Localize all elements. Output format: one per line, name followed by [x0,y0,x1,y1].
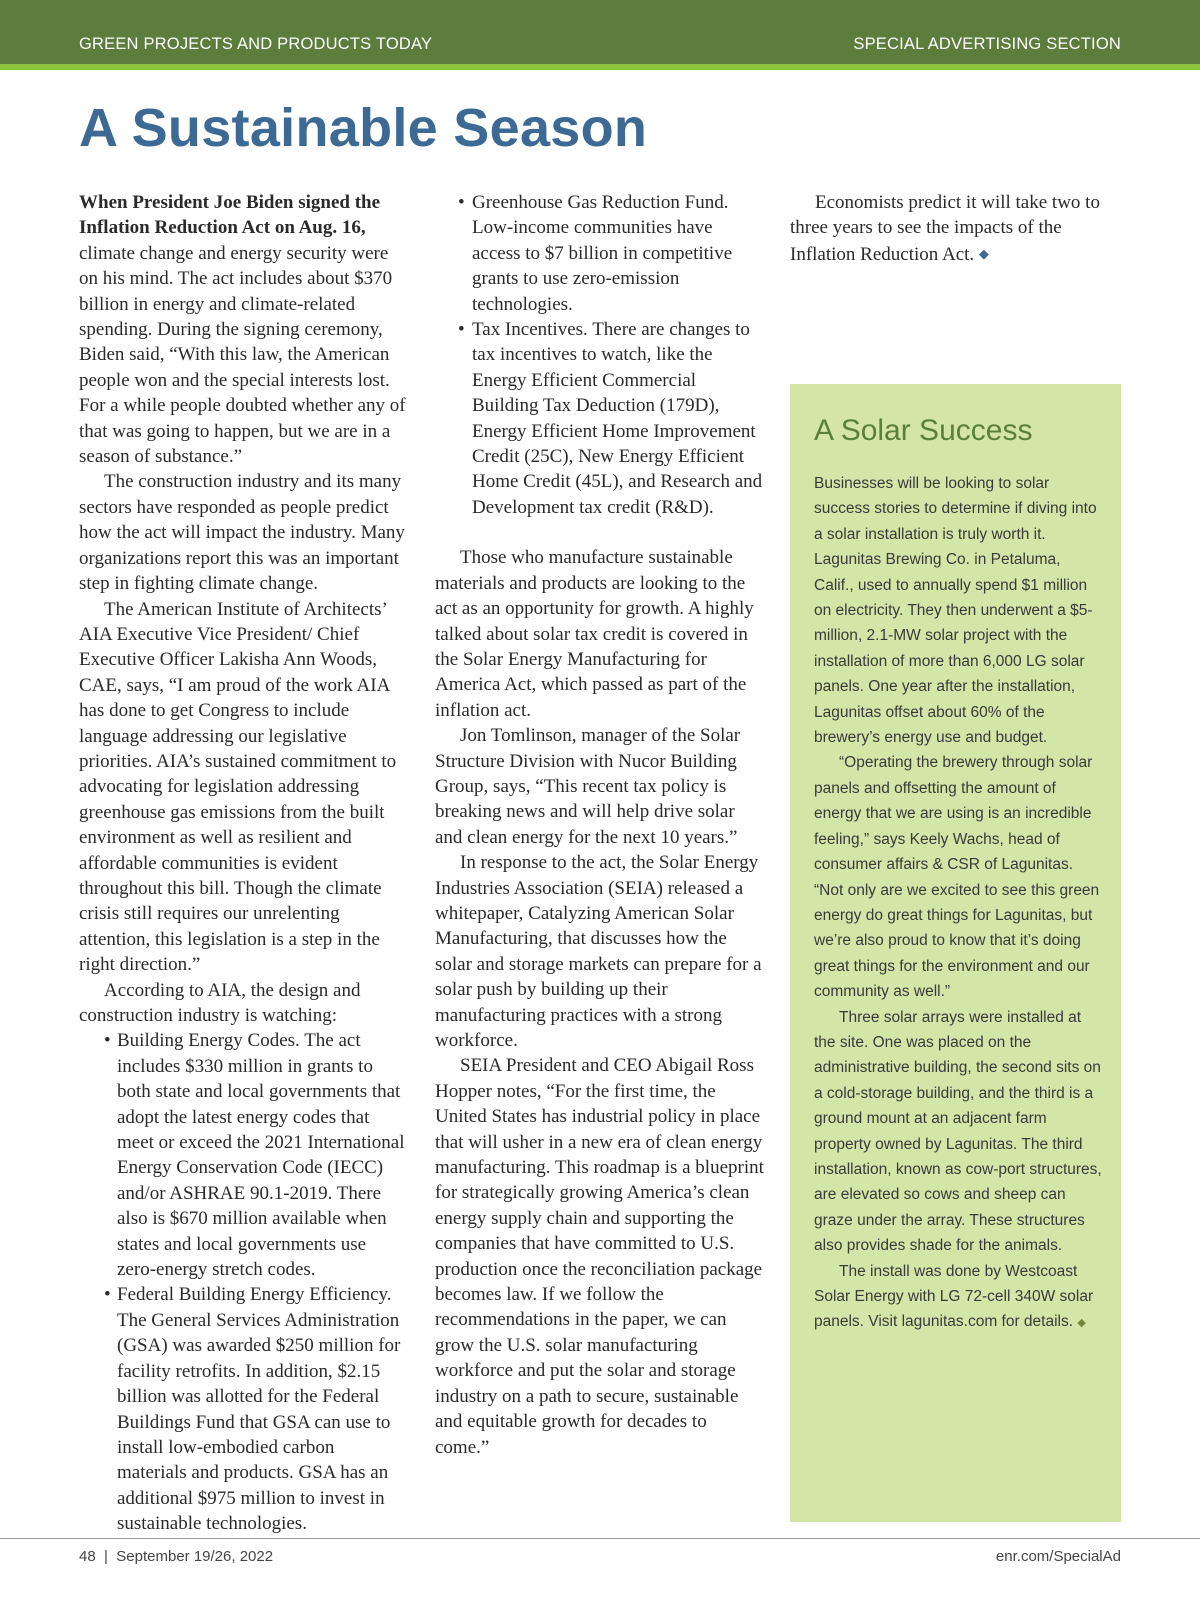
article-column-1 [79,190,407,1537]
end-diamond-icon: ◆ [1077,1317,1086,1330]
lead-in: When President Joe Biden signed the Inflation Reduction Act on Aug. 16, [79,192,381,239]
issue-date: September 19/26, 2022 [116,1548,274,1565]
lead-paragraph: When President Joe Biden signed the Inflation Reduction Act on Aug. 16, climate change and energy security were on his mind. The act includes about $370 billion in energy and climate-related spending. During the signing ceremony, Biden said, “With this law, the American people won and the special interests lost. For a while people doubted whether any of that was going to happen, but we are in a season of substance.” [79,192,406,468]
bullet-icon: • [458,192,465,213]
sidebar-paragraph: Three solar arrays were installed at the site. One was placed on the administrative building, the second sits on a cold-storage building, and the third is a ground mount at an adjacent farm property owned by Lagunitas. The third installation, known as cow-port structures, are elevated so cows and sheep can graze under the array. These structures also provides shade for the animals. [814,1008,1102,1255]
page-number: 48 [79,1548,96,1565]
header-bar [0,0,1200,64]
paragraph: According to AIA, the design and construction industry is watching: [79,979,361,1026]
footer-url: enr.com/SpecialAd [995,1548,1121,1565]
sidebar-paragraph: Businesses will be looking to solar success stories to determine if diving into a solar installation is truly worth it. Lagunitas Brewing Co. in Petaluma, Calif., used to annually spend $1 million on electricity. They then underwent a $5-million, 2.1-MW solar project with the installation of more than 6,000 LG solar panels. One year after the installation, Lagunitas offset about 60% of the brewery’s energy use and budget. [814,475,1097,747]
paragraph: SEIA President and CEO Abigail Ross Hopper notes, “For the first time, the United States has industrial policy in place that will usher in a new era of clean energy manufacturing. This roadmap is a blueprint for strategically growing America’s clean energy supply chain and supporting the companies that have committed to U.S. production once the reconciliation package becomes law. If we follow the recommendations in the paper, we can grow the U.S. solar manufacturing workforce and put the solar and storage industry on a path to secure, sustainable and equitable growth for decades to come.” [435,1055,764,1458]
bullet-item: • Federal Building Energy Efficiency. The General Services Administration (GSA) was awarded $250 million for facility retrofits. In addition, $2.15 billion was allotted for the Federal Buildings Fund that GSA can use to install low-embodied carbon materials and products. GSA has an additional $975 million to invest in sustainable technologies. [104,1284,401,1535]
section-label: GREEN PROJECTS AND PRODUCTS TODAY [79,35,433,53]
article-column-3 [790,190,1120,267]
paragraph: Jon Tomlinson, manager of the Solar Structure Division with Nucor Building Group, says, “This recent tax policy is breaking news and will help drive solar and clean energy for the next 10 years.” [435,725,741,848]
bullet-item: • Tax Incentives. There are changes to tax incentives to watch, like the Energy Efficient Commercial Building Tax Deduction (179D), Energy Efficient Home Improvement Credit (25C), New Energy Efficient Home Credit (45L), and Research and Development tax credit (R&D). [458,319,763,518]
sidebar-paragraph: The install was done by Westcoast Solar Energy with LG 72-cell 340W solar panels. Visit lagunitas.com for details. ◆ [814,1262,1094,1331]
article-title: A Sustainable Season [79,98,648,158]
article-column-2 [435,190,765,1460]
bullet-icon: • [458,319,465,341]
footer-folio [79,1548,273,1565]
bullet-icon: • [104,1030,111,1052]
footer-rule [0,1538,1200,1539]
sidebar-body [814,471,1104,1337]
folio-separator: | [104,1548,108,1565]
paragraph: The construction industry and its many sectors have responded as people predict how the act will impact the industry. Many organizations report this was an important step in fighting climate change. [79,471,405,595]
paragraph: In response to the act, the Solar Energy Industries Association (SEIA) released a whitepaper, Catalyzing American Solar Manufacturing, that discusses how the solar and storage markets can prepare for a solar push by building up their manufacturing practices with a strong workforce. [435,852,762,1051]
paragraph: Those who manufacture sustainable materials and products are looking to the act as an opportunity for growth. A highly talked about solar tax credit is covered in the Solar Energy Manufacturing for America Act, which passed as part of the inflation act. [435,547,754,721]
paragraph: Economists predict it will take two to three years to see the impacts of the Inflation Reduction Act. ◆ [790,192,1100,265]
sidebar-box [790,384,1121,1522]
advertising-label: SPECIAL ADVERTISING SECTION [853,35,1121,53]
header-accent-stripe [0,64,1200,70]
bullet-item: • Building Energy Codes. The act includes $330 million in grants to both state and local governments that adopt the latest energy codes that meet or exceed the 2021 International Energy Conservation Code (IECC) and/or ASHRAE 90.1-2019. There also is $670 million available when states and local governments use zero-energy stretch codes. [104,1030,405,1281]
paragraph: The American Institute of Architects’ AIA Executive Vice President/ Chief Executive Officer Lakisha Ann Woods, CAE, says, “I am proud of the work AIA has done to get Congress to include language addressing our legislative priorities. AIA’s sustained commitment to advocating for legislation addressing greenhouse gas emissions from the built environment as well as resilient and affordable communities is evident throughout this bill. Though the climate crisis still requires our unrelenting attention, this legislation is a step in the right direction.” [79,598,397,976]
bullet-icon: • [104,1284,111,1306]
sidebar-paragraph: “Operating the brewery through solar panels and offsetting the amount of energy that we are using is an incredible feeling,” says Keely Wachs, head of consumer affairs & CSR of Lagunitas. “Not only are we excited to see this green energy do great things for Lagunitas, but we’re also proud to know that it’s doing great things for the environment and our community as well.” [814,754,1100,1001]
sidebar-title: A Solar Success [814,414,1033,447]
end-diamond-icon: ◆ [978,245,989,261]
bullet-item: • Greenhouse Gas Reduction Fund. Low-income communities have access to $7 billion in competitive grants to use zero-emission technologies. [458,192,733,315]
